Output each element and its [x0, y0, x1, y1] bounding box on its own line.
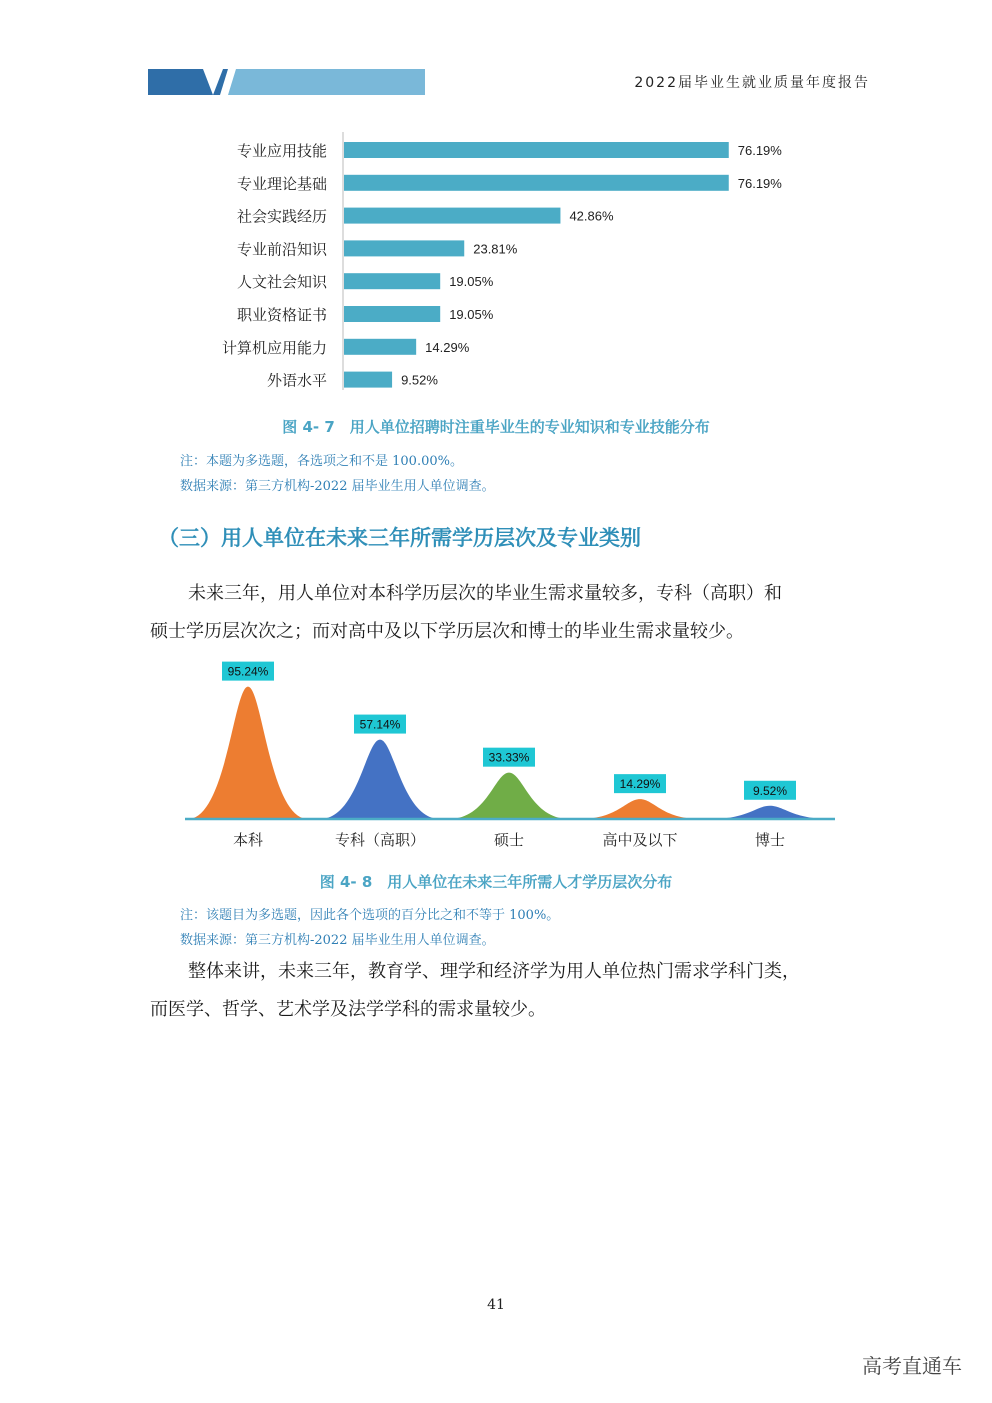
- banner-light-segment: [228, 69, 425, 95]
- peak-shape: [580, 799, 700, 819]
- figure-4-7-caption: 图 4- 7 用人单位招聘时注重毕业生的专业知识和专业技能分布: [282, 418, 710, 436]
- peak-shape: [710, 806, 830, 819]
- bar-category-label: 计算机应用能力: [221, 338, 327, 357]
- bar: [344, 175, 729, 191]
- bar: [344, 142, 729, 158]
- peak-category-label: 专科（高职）: [334, 831, 426, 849]
- bar-value-label: 76.19%: [737, 143, 782, 158]
- figure-4-7-note: 注：本题为多选题，各选项之和不是 100.00%。: [180, 454, 463, 469]
- figure-4-8-note: 注：该题目为多选题，因此各个选项的百分比之和不等于 100%。: [180, 908, 560, 923]
- bar-value-label: 76.19%: [737, 175, 782, 191]
- bar-value-label: 19.05%: [449, 274, 494, 290]
- peak-category-label: 博士: [754, 831, 786, 849]
- paragraph-2-line-2: 而医学、哲学、艺术学及法学学科的需求量较少。: [150, 999, 546, 1020]
- paragraph-1: [150, 575, 850, 651]
- peak-shape: [188, 687, 308, 819]
- bar-category-label: 职业资格证书: [236, 306, 327, 324]
- peak-value-label: 57.14%: [359, 717, 401, 732]
- bar-value-label: 23.81%: [473, 241, 518, 257]
- paragraph-2: [150, 953, 850, 1029]
- bar-category-label: 社会实践经历: [236, 207, 327, 226]
- peak-category-label: 高中及以下: [602, 831, 678, 849]
- section-heading: （三）用人单位在未来三年所需学历层次及专业类别: [158, 526, 641, 550]
- skills-bar-chart: [0, 120, 992, 400]
- report-title: 2022届毕业生就业质量年度报告: [634, 75, 870, 91]
- peak-shape: [320, 740, 440, 819]
- bar-category-label: 专业理论基础: [236, 174, 327, 193]
- paragraph-2-line-1: 整体来讲，未来三年，教育学、理学和经济学为用人单位热门需求学科门类，: [188, 961, 800, 982]
- bar: [344, 208, 560, 224]
- paragraph-1-line-2: 硕士学历层次次之；而对高中及以下学历层次和博士的毕业生需求量较少。: [150, 621, 744, 642]
- peak-value-label: 9.52%: [752, 783, 788, 798]
- watermark: 高考直通车: [862, 1354, 962, 1378]
- bar-value-label: 42.86%: [569, 208, 614, 224]
- education-level-peak-chart: [0, 655, 992, 860]
- header-banner: [148, 69, 425, 95]
- peak-category-label: 硕士: [493, 831, 525, 849]
- bar-value-label: 9.52%: [401, 372, 438, 388]
- figure-4-8-caption: 图 4- 8 用人单位在未来三年所需人才学历层次分布: [319, 873, 673, 891]
- page-number: 41: [487, 1297, 505, 1313]
- peak-value-label: 95.24%: [227, 664, 269, 679]
- peak-value-label: 33.33%: [488, 750, 530, 765]
- bar-category-label: 专业应用技能: [236, 142, 327, 160]
- bar-value-label: 19.05%: [449, 307, 494, 322]
- bar: [344, 306, 440, 322]
- paragraph-1-line-1: 未来三年，用人单位对本科学历层次的毕业生需求量较多，专科（高职）和: [188, 583, 782, 604]
- bar-category-label: 专业前沿知识: [236, 240, 327, 259]
- figure-4-8-source: 数据来源：第三方机构-2022 届毕业生用人单位调查。: [180, 933, 495, 948]
- peak-shape: [449, 773, 569, 819]
- bar: [344, 339, 416, 355]
- bar: [344, 372, 392, 388]
- bar: [344, 273, 440, 289]
- bar-value-label: 14.29%: [425, 339, 470, 355]
- bar-category-label: 人文社会知识: [236, 273, 327, 292]
- peak-category-label: 本科: [232, 831, 264, 849]
- figure-4-7-source: 数据来源：第三方机构-2022 届毕业生用人单位调查。: [180, 479, 495, 494]
- peak-value-label: 14.29%: [619, 777, 661, 792]
- bar-category-label: 外语水平: [266, 371, 327, 390]
- bar: [344, 240, 464, 256]
